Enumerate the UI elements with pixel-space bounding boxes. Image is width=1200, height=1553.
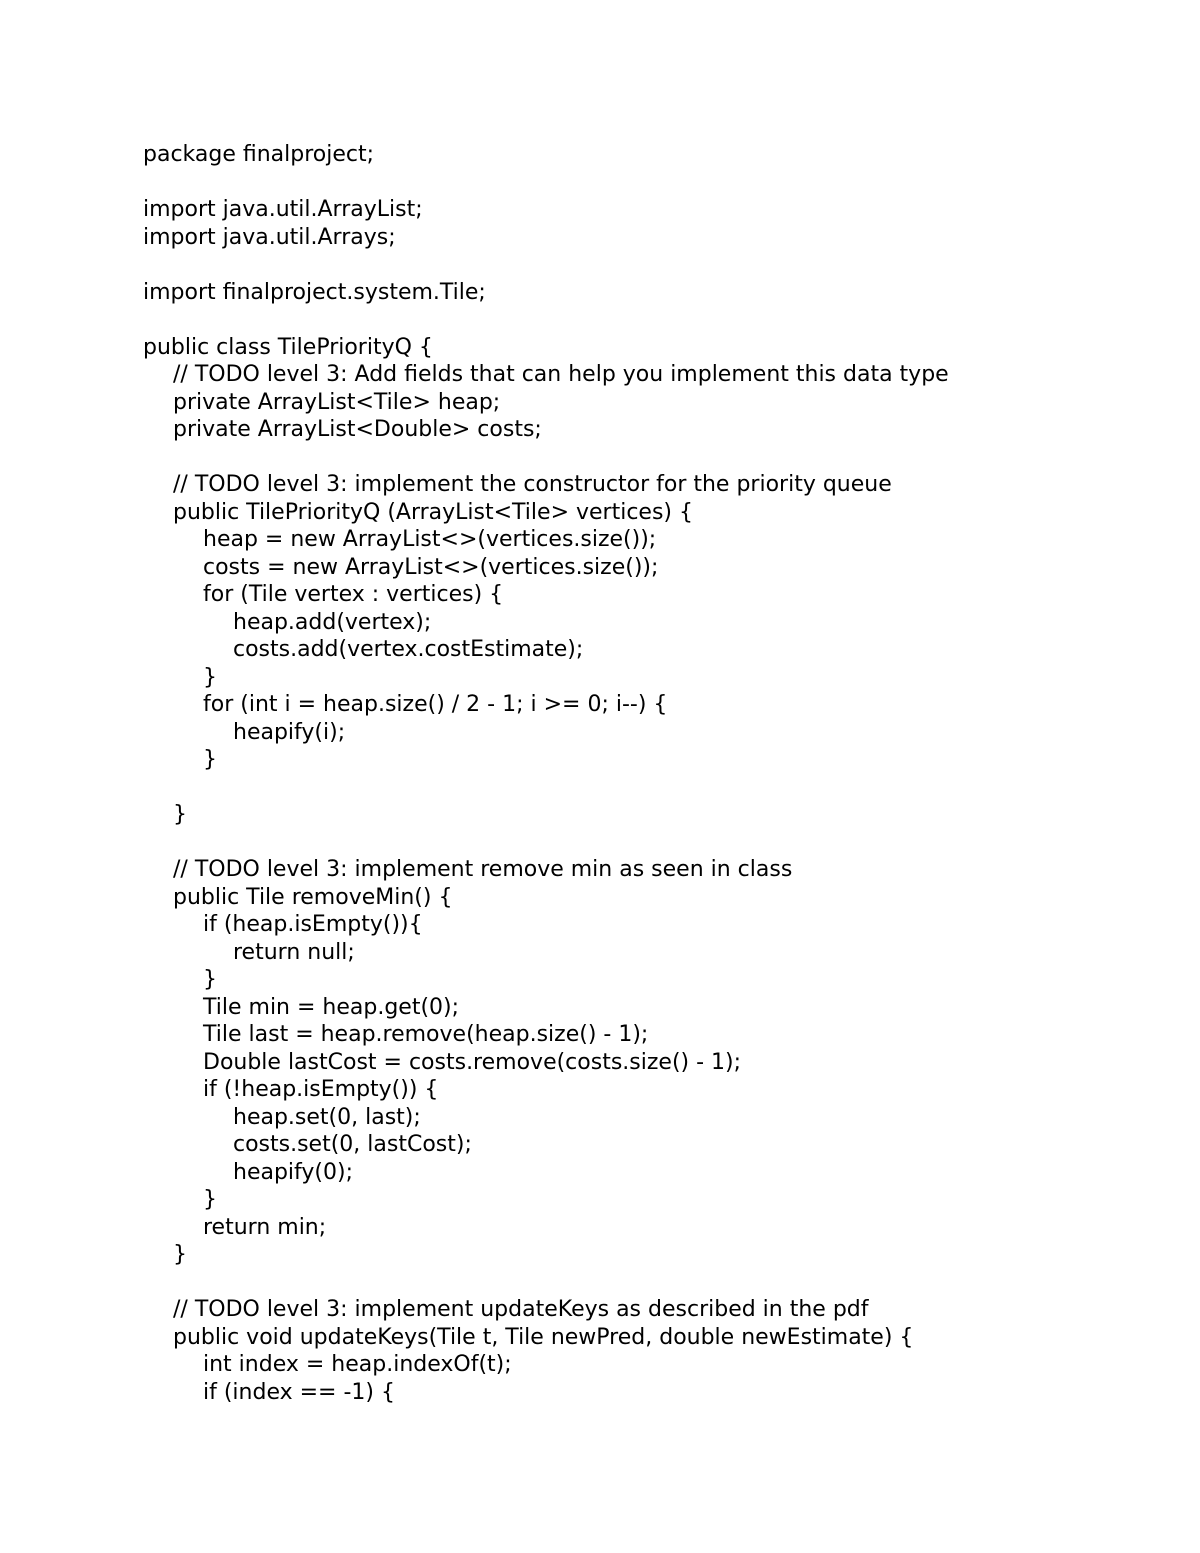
code-line: public void updateKeys(Tile t, Tile newPred, double newEstimate) { [173,1324,914,1350]
code-line: } [173,1242,187,1267]
code-line: } [203,747,217,772]
code-line: // TODO level 3: implement remove min as seen in class [173,857,793,882]
code-line: // TODO level 3: Add fields that can help you implement this data type [173,362,949,387]
blank-line [143,774,1143,802]
code-line: public class TilePriorityQ { [143,334,433,360]
code-line: heap = new ArrayList<>(vertices.size()); [203,527,657,552]
code-line: heap.set(0, last); [233,1104,421,1130]
code-block [143,141,1143,1406]
code-line: } [203,664,217,690]
code-line: private ArrayList<Double> costs; [173,417,542,442]
code-line: Tile last = heap.remove(heap.size() - 1); [203,1022,649,1047]
code-line: heapify(i); [233,719,346,745]
code-line: costs.add(vertex.costEstimate); [233,637,584,662]
code-line: heapify(0); [233,1159,353,1185]
code-line: heap.add(vertex); [233,609,432,635]
code-line: private ArrayList<Tile> heap; [173,389,501,415]
blank-line [143,1269,1143,1297]
code-line: Tile min = heap.get(0); [203,994,460,1020]
code-line: import java.util.ArrayList; [143,197,423,222]
code-line: return null; [233,939,355,965]
code-line: } [173,802,187,827]
code-line: if (!heap.isEmpty()) { [203,1077,439,1102]
code-line: if (heap.isEmpty()){ [203,912,423,937]
blank-line [143,306,1143,334]
code-line: // TODO level 3: implement the constructor for the priority queue [173,472,892,497]
code-line: for (int i = heap.size() / 2 - 1; i >= 0; i--) { [203,692,668,717]
blank-line [143,251,1143,279]
code-line: public TilePriorityQ (ArrayList<Tile> vertices) { [173,499,693,525]
code-line: Double lastCost = costs.remove(costs.size() - 1); [203,1049,742,1075]
code-line: import finalproject.system.Tile; [143,279,486,305]
code-line: public Tile removeMin() { [173,884,453,910]
blank-line [143,829,1143,857]
code-line: costs = new ArrayList<>(vertices.size()); [203,554,659,580]
code-line: // TODO level 3: implement updateKeys as described in the pdf [173,1297,869,1322]
blank-line [143,169,1143,197]
code-line: int index = heap.indexOf(t); [203,1352,512,1377]
code-line: costs.set(0, lastCost); [233,1132,472,1157]
code-line: package finalproject; [143,142,375,167]
code-line: } [203,967,217,992]
blank-line [143,444,1143,472]
code-line: if (index == -1) { [203,1379,395,1405]
code-line: } [203,1187,217,1212]
code-line: import java.util.Arrays; [143,224,396,250]
code-line: return min; [203,1214,327,1240]
code-line: for (Tile vertex : vertices) { [203,582,504,607]
